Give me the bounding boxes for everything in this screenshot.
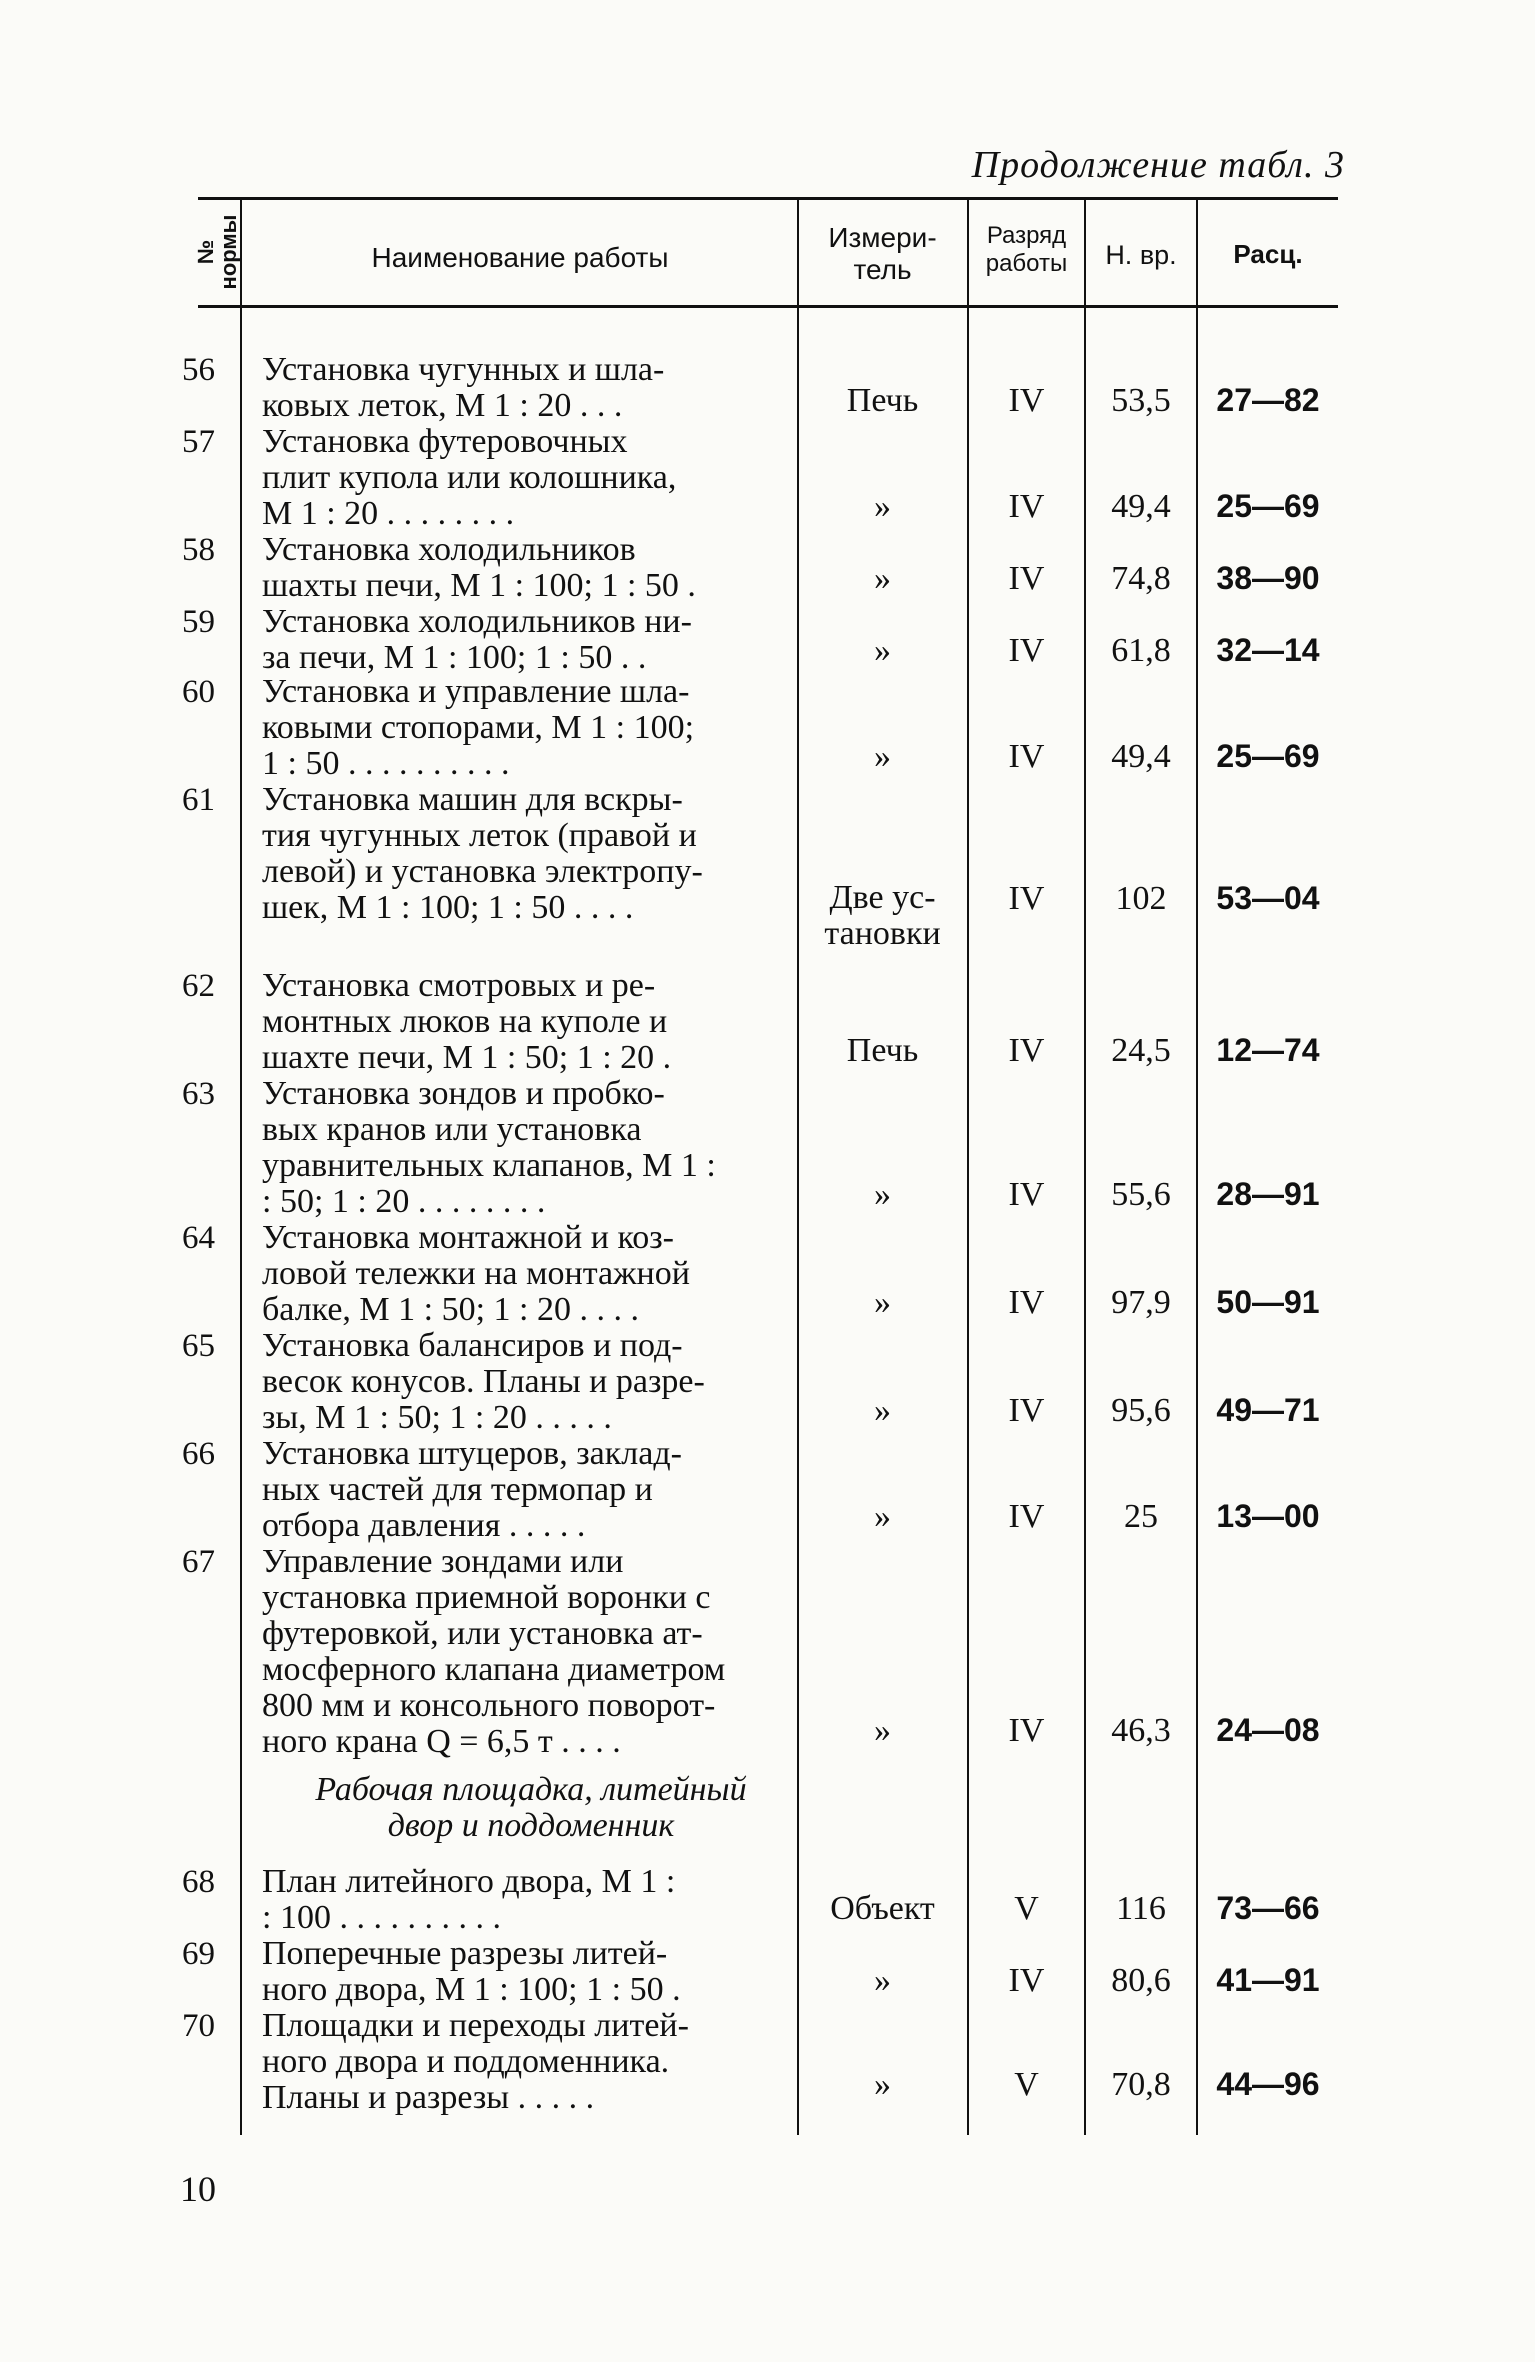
header-bottom-rule (198, 305, 1338, 308)
norm-number: 67 (182, 1544, 215, 1580)
norm-number: 58 (182, 532, 215, 568)
grade-cell: V (1014, 1890, 1039, 1927)
header-work-name: Наименование работы (371, 242, 669, 273)
rate-cell: 53—04 (1216, 880, 1320, 916)
work-description: Установка монтажной и коз- ловой тележки на монтажной балке, М 1 : 50; 1 : 20 . . . . (262, 1219, 690, 1328)
unit-cell: » (874, 632, 891, 669)
rate-cell: 13—00 (1216, 1498, 1320, 1534)
work-description: Установка холодильников ни- за печи, М 1 : 100; 1 : 50 . . (262, 603, 692, 676)
grade-cell: IV (1008, 1176, 1045, 1213)
norm-number: 70 (182, 2008, 215, 2044)
work-description: Установка штуцеров, заклад- ных частей для термопар и отбора давления . . . . . (262, 1435, 682, 1544)
header-hours: Н. вр. (1105, 240, 1177, 270)
work-description: Установка чугунных и шла- ковых леток, М 1 : 20 . . . (262, 351, 665, 424)
hours-cell: 74,8 (1111, 560, 1171, 597)
col-separator-1 (240, 197, 242, 2135)
work-description: Установка холодильников шахты печи, М 1 : 100; 1 : 50 . (262, 531, 696, 604)
work-description: Установка балансиров и под- весок конусов. Планы и разре- зы, М 1 : 50; 1 : 20 . . . . . (262, 1327, 705, 1436)
header-grade: Разряд работы (985, 222, 1068, 277)
rate-cell: 32—14 (1216, 632, 1320, 668)
norm-number: 66 (182, 1436, 215, 1472)
unit-cell: Объект (830, 1890, 935, 1927)
grade-cell: IV (1008, 488, 1045, 525)
header-norm-number: № нормы (193, 214, 242, 290)
rate-cell: 25—69 (1216, 488, 1320, 524)
norm-number: 57 (182, 424, 215, 460)
unit-cell: » (874, 1962, 891, 1999)
work-description: Управление зондами или установка приемной воронки с футеровкой, или установка ат- мосферного клапана диаметром 800 мм и консольного поворот- ного крана Q = 6,5 т . . . . (262, 1543, 726, 1760)
hours-cell: 49,4 (1111, 738, 1171, 775)
unit-cell: » (874, 1392, 891, 1429)
norm-number: 61 (182, 782, 215, 818)
norm-number: 62 (182, 968, 215, 1004)
hours-cell: 70,8 (1111, 2066, 1171, 2103)
grade-cell: IV (1008, 1498, 1045, 1535)
grade-cell: V (1014, 2066, 1039, 2103)
unit-cell: » (874, 1284, 891, 1321)
grade-cell: IV (1008, 1962, 1045, 1999)
work-description: Установка зондов и пробко- вых кранов или установка уравнительных клапанов, М 1 : : 50; 1 : 20 . . . . . . . . (262, 1075, 716, 1220)
rate-cell: 38—90 (1216, 560, 1320, 596)
hours-cell: 53,5 (1111, 382, 1171, 419)
hours-cell: 61,8 (1111, 632, 1171, 669)
norm-number: 60 (182, 674, 215, 710)
grade-cell: IV (1008, 880, 1045, 917)
rate-cell: 49—71 (1216, 1392, 1320, 1428)
work-description: Поперечные разрезы литей- ного двора, М 1 : 100; 1 : 50 . (262, 1935, 681, 2008)
norm-number: 56 (182, 352, 215, 388)
rate-cell: 50—91 (1216, 1284, 1320, 1320)
hours-cell: 49,4 (1111, 488, 1171, 525)
table-caption: Продолжение табл. 3 (971, 144, 1345, 186)
norm-number: 64 (182, 1220, 215, 1256)
hours-cell: 46,3 (1111, 1712, 1171, 1749)
hours-cell: 24,5 (1111, 1032, 1171, 1069)
unit-cell: Две ус- тановки (824, 879, 941, 952)
grade-cell: IV (1008, 382, 1045, 419)
header-unit: Измери- тель (828, 222, 937, 286)
hours-cell: 102 (1115, 880, 1167, 917)
rate-cell: 27—82 (1216, 382, 1320, 418)
hours-cell: 97,9 (1111, 1284, 1171, 1321)
grade-cell: IV (1008, 1284, 1045, 1321)
rate-cell: 24—08 (1216, 1712, 1320, 1748)
unit-cell: » (874, 2066, 891, 2103)
unit-cell: » (874, 1176, 891, 1213)
rate-cell: 25—69 (1216, 738, 1320, 774)
header-rate: Расц. (1233, 239, 1303, 269)
rate-cell: 73—66 (1216, 1890, 1320, 1926)
unit-cell: Печь (846, 382, 919, 419)
unit-cell: » (874, 560, 891, 597)
unit-cell: » (874, 1498, 891, 1535)
work-description: Установка машин для вскры- тия чугунных леток (правой и левой) и установка электропу- шек, М 1 : 100; 1 : 50 . . . . (262, 781, 703, 926)
rate-cell: 28—91 (1216, 1176, 1320, 1212)
grade-cell: IV (1008, 632, 1045, 669)
norm-number: 59 (182, 604, 215, 640)
rate-cell: 41—91 (1216, 1962, 1320, 1998)
unit-cell: » (874, 738, 891, 775)
work-description: Установка футеровочных плит купола или колошника, М 1 : 20 . . . . . . . . (262, 423, 677, 532)
norm-number: 69 (182, 1936, 215, 1972)
norm-number: 68 (182, 1864, 215, 1900)
hours-cell: 80,6 (1111, 1962, 1171, 1999)
unit-cell: » (874, 1712, 891, 1749)
grade-cell: IV (1008, 1392, 1045, 1429)
rate-cell: 44—96 (1216, 2066, 1320, 2102)
hours-cell: 116 (1116, 1890, 1166, 1927)
hours-cell: 95,6 (1111, 1392, 1171, 1429)
work-description: Установка и управление шла- ковыми стопорами, М 1 : 100; 1 : 50 . . . . . . . . . . (262, 673, 695, 782)
unit-cell: » (874, 488, 891, 525)
work-description: План литейного двора, М 1 : : 100 . . . . . . . . . . (262, 1863, 676, 1936)
rate-cell: 12—74 (1216, 1032, 1320, 1068)
norm-number: 63 (182, 1076, 215, 1112)
header-top-rule (198, 197, 1338, 200)
unit-cell: Печь (846, 1032, 919, 1069)
norm-number: 65 (182, 1328, 215, 1364)
section-heading: Рабочая площадка, литейный двор и поддоменник (315, 1771, 747, 1844)
page-number: 10 (180, 2169, 216, 2209)
hours-cell: 55,6 (1111, 1176, 1171, 1213)
grade-cell: IV (1008, 738, 1045, 775)
grade-cell: IV (1008, 1032, 1045, 1069)
work-description: Установка смотровых и ре- монтных люков на куполе и шахте печи, М 1 : 50; 1 : 20 . (262, 967, 672, 1076)
work-description: Площадки и переходы литей- ного двора и поддоменника. Планы и разрезы . . . . . (262, 2007, 689, 2116)
grade-cell: IV (1008, 1712, 1045, 1749)
grade-cell: IV (1008, 560, 1045, 597)
col-separator-2 (797, 197, 799, 2135)
hours-cell: 25 (1124, 1498, 1158, 1535)
